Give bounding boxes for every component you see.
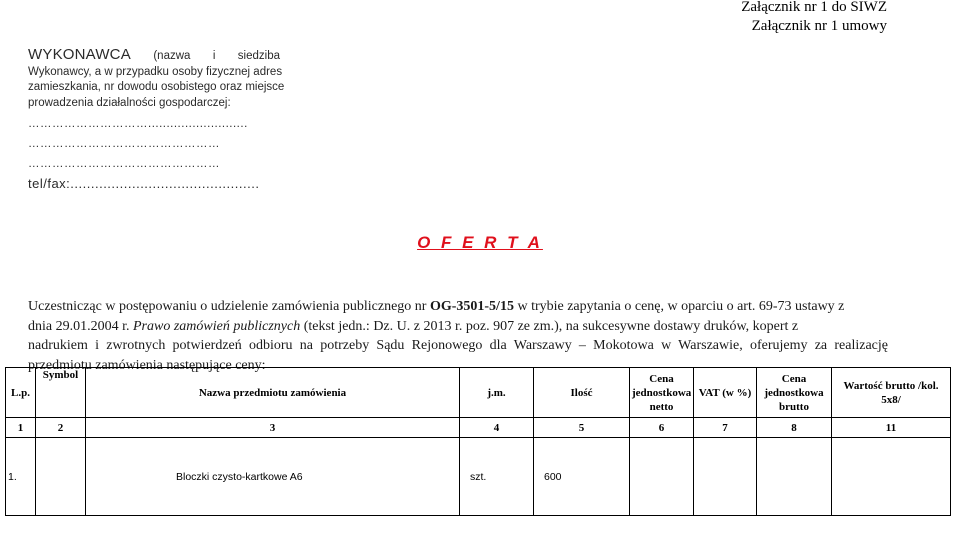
table-header-row: [6, 368, 951, 418]
row-name-cell: Bloczki czysto-kartkowe A6: [86, 438, 460, 516]
header-cell: Cena jednostkowa brutto: [757, 368, 832, 418]
contractor-heading: WYKONAWCA: [28, 46, 131, 63]
contractor-line-text: (nazwa i siedziba: [153, 50, 280, 62]
row-quantity-cell: 600: [534, 438, 630, 516]
contractor-dots-line: …………………………...........................: [28, 118, 248, 130]
offer-title-text: O F E R T A: [417, 233, 543, 252]
contractor-line: zamieszkania, nr dowodu osobistego oraz miejsce: [28, 81, 285, 93]
header-cell: Nazwa przedmiotu zamówienia: [86, 368, 460, 418]
intro-text: Uczestnicząc w postępowaniu o udzielenie zamówienia publicznego nr: [28, 299, 430, 314]
contractor-dots-line: …………………………………………: [28, 158, 220, 170]
row-unit-cell: szt.: [460, 438, 534, 516]
intro-line: przedmiotu zamówienia następujące ceny:: [28, 357, 266, 373]
contractor-block: [28, 46, 285, 194]
header-cell: j.m.: [460, 368, 534, 418]
column-number-cell: 8: [757, 418, 832, 438]
table-row: [6, 438, 951, 516]
column-number-row: [6, 418, 951, 438]
row-symbol-cell: [36, 438, 86, 516]
tel-fax-field: tel/fax:..............................................: [28, 176, 260, 191]
column-number-cell: 4: [460, 418, 534, 438]
column-number-cell: 1: [6, 418, 36, 438]
row-vat-cell[interactable]: [694, 438, 757, 516]
header-cell: VAT (w %): [694, 368, 757, 418]
intro-paragraph: [28, 297, 888, 375]
contractor-line: Wykonawcy, a w przypadku osoby fizycznej adres: [28, 65, 283, 78]
intro-line: [28, 297, 888, 317]
column-number-cell: 5: [534, 418, 630, 438]
row-net-price-cell[interactable]: [630, 438, 694, 516]
header-cell: L.p.: [6, 368, 36, 418]
header-cell: Cena jednostkowa netto: [630, 368, 694, 418]
offer-title: [0, 233, 960, 253]
intro-line: nadrukiem i zwrotnych potwierdzeń odbioru na potrzeby Sądu Rejonowego dla Warszawy – Mokotowa w Warszawie, oferujemy za realizację: [28, 338, 888, 353]
contractor-dots-line: …………………………………………: [28, 138, 220, 150]
row-total-cell[interactable]: [832, 438, 951, 516]
column-number-cell: 2: [36, 418, 86, 438]
header-cell: Wartość brutto /kol. 5x8/: [832, 368, 951, 418]
column-number-cell: 11: [832, 418, 951, 438]
case-number: OG-3501-5/15: [429, 299, 514, 314]
header-cell: Symbol: [36, 368, 86, 418]
intro-line: [28, 317, 888, 337]
header-cell: Ilość: [534, 368, 630, 418]
intro-text: w trybie zapytania o cenę, w oparciu o art. 69-73 ustawy z: [513, 299, 845, 314]
contractor-line: [28, 47, 280, 65]
attachment-label-siwz: Załącznik nr 1 do SIWZ: [741, 0, 887, 15]
intro-text: dnia 29.01.2004 r.: [28, 318, 133, 334]
column-number-cell: 3: [86, 418, 460, 438]
row-gross-price-cell[interactable]: [757, 438, 832, 516]
row-lp-cell: 1.: [6, 438, 36, 516]
column-number-cell: 6: [630, 418, 694, 438]
contractor-line: prowadzenia działalności gospodarczej:: [28, 96, 231, 109]
column-number-cell: 7: [694, 418, 757, 438]
attachment-label-contract: Załącznik nr 1 umowy: [751, 18, 887, 34]
law-name: Prawo zamówień publicznych: [133, 318, 301, 334]
price-table: [5, 367, 951, 516]
intro-text: (tekst jedn.: Dz. U. z 2013 r. poz. 907 ze zm.), na sukcesywne dostawy druków, kopert z: [300, 318, 799, 334]
